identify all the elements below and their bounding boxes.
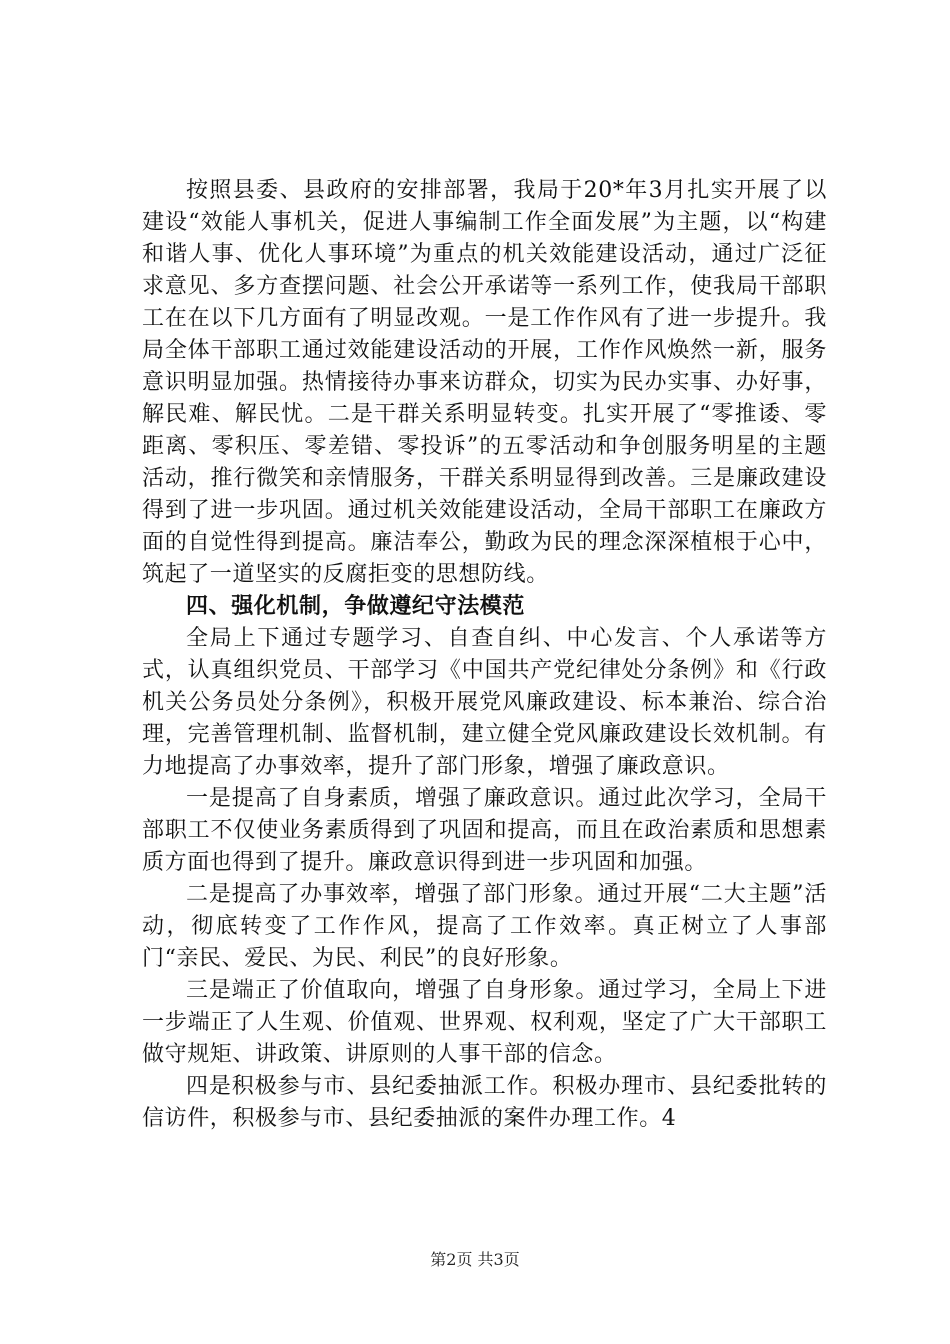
paragraph-discipline: 四是积极参与市、县纪委抽派工作。积极办理市、县纪委批转的信访件，积极参与市、县纪委抽派的案件办理工作。4 xyxy=(142,1074,827,1131)
paragraph-values: 三是端正了价值取向，增强了自身形象。通过学习，全局上下进一步端正了人生观、价值观、世界观、权利观，坚定了广大干部职工做守规矩、讲政策、讲原则的人事干部的信念。 xyxy=(142,978,827,1067)
section-heading-4: 四、强化机制，争做遵纪守法模范 xyxy=(186,594,526,619)
document-body xyxy=(142,175,827,1135)
paragraph-mechanism: 全局上下通过专题学习、自查自纠、中心发言、个人承诺等方式，认真组织党员、干部学习《中国共产党纪律处分条例》和《行政机关公务员处分条例》，积极开展党风廉政建设、标本兼治、综合治理，完善管理机制、监督机制，建立健全党风廉政建设长效机制。有力地提高了办事效率，提升了部门形象，增强了廉政意识。 xyxy=(142,626,827,779)
paragraph-efficiency-campaign: 按照县委、县政府的安排部署，我局于20*年3月扎实开展了以建设“效能人事机关，促进人事编制工作全面发展”为主题，以“构建和谐人事、优化人事环境”为重点的机关效能建设活动，通过广泛征求意见、多方查摆问题、社会公开承诺等一系列工作，使我局干部职工在在以下几方面有了明显改观。一是工作作风有了进一步提升。我局全体干部职工通过效能建设活动的开展，工作作风焕然一新，服务意识明显加强。热情接待办事来访群众，切实为民办实事、办好事，解民难、解民忧。二是干群关系明显转变。扎实开展了“零推诿、零距离、零积压、零差错、零投诉”的五零活动和争创服务明星的主题活动，推行微笑和亲情服务，干群关系明显得到改善。三是廉政建设得到了进一步巩固。通过机关效能建设活动，全局干部职工在廉政方面的自觉性得到提高。廉洁奉公，勤政为民的理念深深植根于心中，筑起了一道坚实的反腐拒变的思想防线。 xyxy=(142,178,827,587)
page-footer: 第2页 共3页 xyxy=(430,1250,520,1269)
paragraph-quality: 一是提高了自身素质，增强了廉政意识。通过此次学习，全局干部职工不仅使业务素质得到了巩固和提高，而且在政治素质和思想素质方面也得到了提升。廉政意识得到进一步巩固和加强。 xyxy=(142,786,827,875)
paragraph-efficiency: 二是提高了办事效率，增强了部门形象。通过开展“二大主题”活动，彻底转变了工作作风，提高了工作效率。真正树立了人事部门“亲民、爱民、为民、利民”的良好形象。 xyxy=(142,882,827,971)
